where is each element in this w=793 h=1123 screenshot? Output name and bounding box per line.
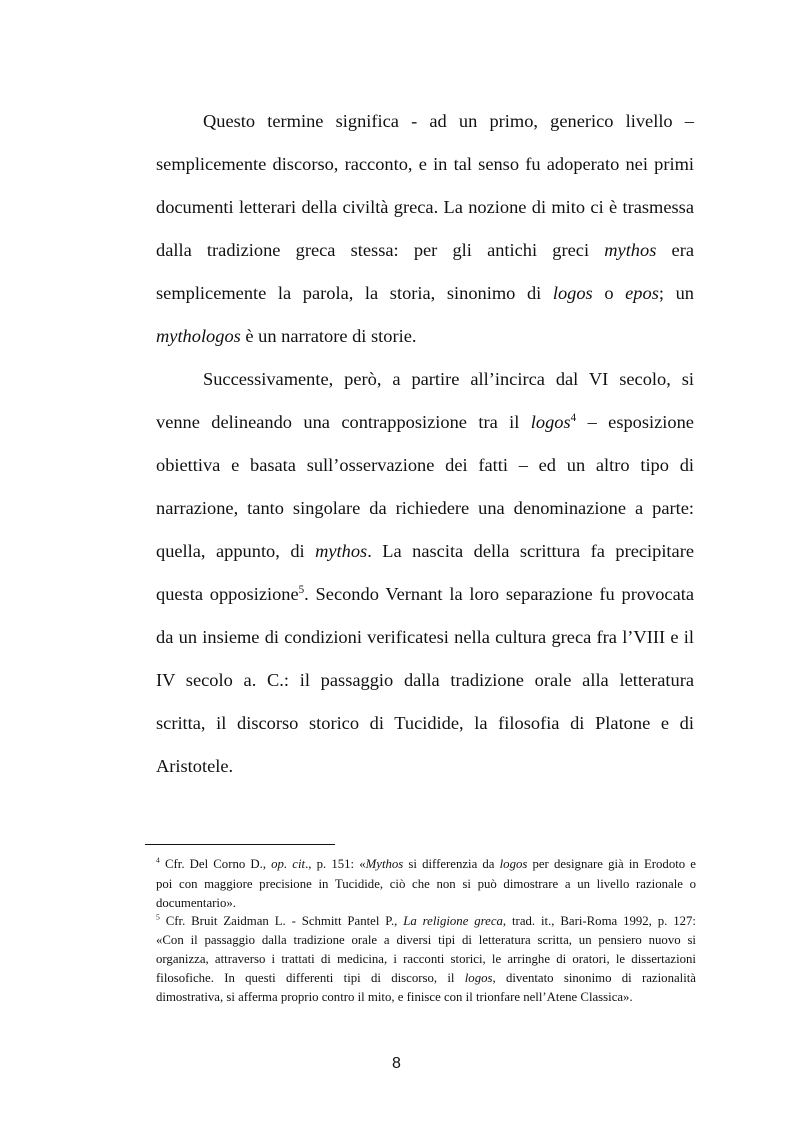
text-line: narrazione, tanto singolare da richiedere una denominazione a parte: <box>156 498 694 518</box>
text-line <box>156 282 694 304</box>
text-span: dalla tradizione greca stessa: per gli antichi greci <box>156 240 590 260</box>
italic-term: mythos <box>315 541 368 561</box>
text-span: quella, appunto, di <box>156 541 305 561</box>
text-span: ; un <box>658 283 694 303</box>
text-line <box>156 540 694 562</box>
footnote-number: 5 <box>156 912 160 922</box>
text-line: documentario». <box>156 896 236 910</box>
text-span: . Secondo Vernant la loro separazione fu provocata <box>304 584 695 604</box>
italic-term: logos <box>499 857 528 871</box>
text-line <box>156 239 694 261</box>
text-span <box>315 541 694 561</box>
text-line: poi con maggiore precisione in Tucidide, ciò che non si può dimostrare a un livello razionale o <box>156 877 696 891</box>
text-span: ., p. 151: « <box>305 857 366 871</box>
text-line: da un insieme di condizioni verificatesi nella cultura greca fra l’VIII e il <box>156 627 694 647</box>
text-span: è un narratore di storie. <box>240 326 417 346</box>
italic-term: mythologos <box>156 326 241 346</box>
text-line <box>156 411 694 433</box>
footnote-number: 4 <box>156 855 160 865</box>
text-line: obiettiva e basata sull’osservazione dei fatti – ed un altro tipo di <box>156 455 694 475</box>
text-span: semplicemente la parola, la storia, sinonimo di <box>156 283 542 303</box>
text-span: era <box>671 240 694 260</box>
text-line: IV secolo a. C.: il passaggio dalla tradizione orale alla letteratura <box>156 670 694 690</box>
text-line: organizza, attraverso i trattati di medicina, i racconti storici, le arringhe di oratori, le dissertazioni <box>156 952 696 966</box>
italic-term: epos <box>625 283 659 303</box>
text-span: o <box>604 283 614 303</box>
italic-term: La religione greca <box>403 914 503 928</box>
text-span: . La nascita della scrittura fa precipitare <box>367 541 694 561</box>
text-span: filosofiche. In questi differenti tipi di discorso, il <box>156 971 465 985</box>
italic-term: mythos <box>604 240 657 260</box>
italic-term: Mythos <box>365 857 404 871</box>
text-span <box>625 283 694 303</box>
footnote-ref[interactable]: 5 <box>298 583 305 596</box>
text-line <box>156 583 694 605</box>
text-span: , trad. it., Bari-Roma 1992, p. 127: <box>502 914 696 928</box>
text-line <box>156 325 694 347</box>
text-line: Questo termine significa - ad un primo, generico livello – <box>203 111 694 131</box>
footnote-5 <box>156 913 696 929</box>
text-span <box>531 412 576 432</box>
footnote-4 <box>156 856 696 872</box>
text-line: documenti letterari della civiltà greca. La nozione di mito ci è trasmessa <box>156 197 694 217</box>
text-line: Aristotele. <box>156 756 234 776</box>
footnote-ref[interactable]: 4 <box>570 411 577 424</box>
text-line: Successivamente, però, a partire all’incirca dal VI secolo, si <box>203 369 694 389</box>
text-span: questa opposizione <box>156 584 299 604</box>
page-number: 8 <box>392 1055 401 1072</box>
text-span: Cfr. Bruit Zaidman L. - Schmitt Pantel P., <box>159 914 404 928</box>
italic-term: op. cit <box>271 857 306 871</box>
text-span: per designare già in Erodoto e <box>527 857 696 871</box>
text-span: – esposizione <box>587 412 694 432</box>
italic-term: logos <box>464 971 493 985</box>
text-line: dimostrativa, si afferma proprio contro il mito, e finisce con il trionfare nell’Atene Classica». <box>156 990 633 1004</box>
text-line: scritta, il discorso storico di Tucidide, la filosofia di Platone e di <box>156 713 694 733</box>
text-line: semplicemente discorso, racconto, e in tal senso fu adoperato nei primi <box>156 154 694 174</box>
text-span: si differenzia da <box>403 857 500 871</box>
italic-term: logos <box>552 283 593 303</box>
text-line <box>156 970 696 986</box>
text-span <box>156 584 694 604</box>
text-span: venne delineando una contrapposizione tra il <box>156 412 520 432</box>
text-span: Cfr. Del Corno D., <box>159 857 272 871</box>
text-span: , diventato sinonimo di razionalità <box>492 971 696 985</box>
italic-term: logos <box>530 412 571 432</box>
footnote-separator <box>145 844 335 845</box>
text-line: «Con il passaggio dalla tradizione orale a diversi tipi di letteratura scritta, un pensiero nuovo si <box>156 933 696 947</box>
